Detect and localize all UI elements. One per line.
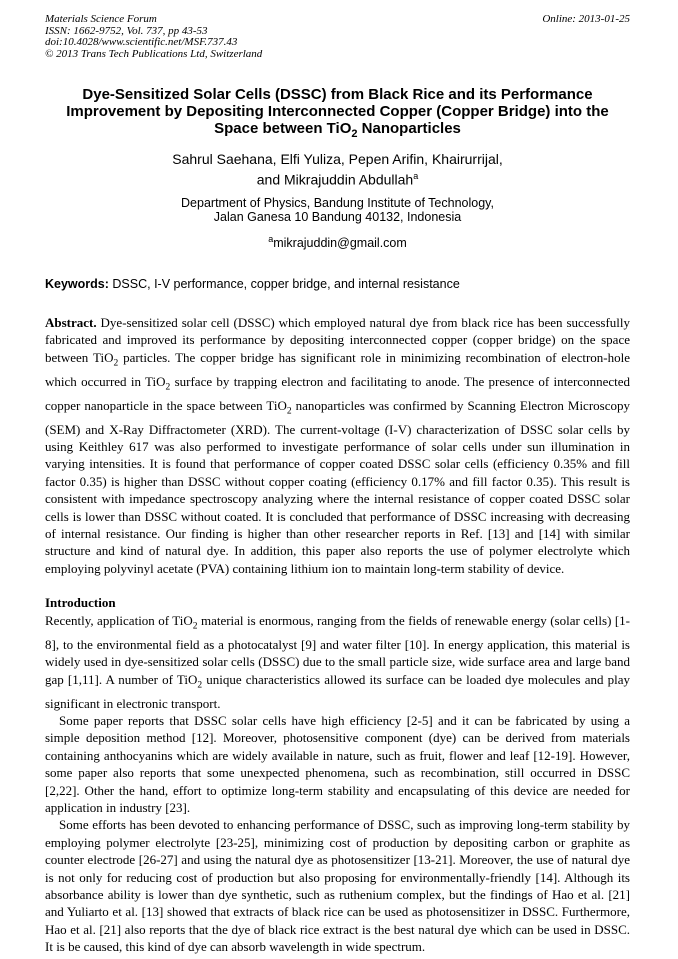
journal-name: Materials Science Forum: [45, 13, 157, 25]
online-date: Online: 2013-01-25: [542, 13, 630, 25]
intro-paragraph-2: Some paper reports that DSSC solar cells have high efficiency [2-5] and it can be fabricated by using a simple deposition method [12]. Moreover, photosensitive component (dye) can be derived from materials containing anthocyanins which are widely available in nature, such as fruit, flower and leaf [12-19]. However, some paper also reports that some unexpected phenomena, such as recombination, still occurred in DSSC [2,22]. Other the hand, effort to optimize long-term stability and encapsulating of this device are needed for application in industry [23].: [45, 712, 630, 815]
doi-line: doi:10.4028/www.scientific.net/MSF.737.43: [45, 36, 238, 48]
authors-line-1: Sahrul Saehana, Elfi Yuliza, Pepen Arifin, Khairurrijal,: [172, 151, 503, 167]
keywords-line: [45, 277, 630, 292]
affiliation-line-2: Jalan Ganesa 10 Bandung 40132, Indonesia: [213, 209, 462, 224]
paper-title: Dye-Sensitized Solar Cells (DSSC) from Black Rice and its Performance Improvement by Depositing Interconnected Copper (Copper Bridge) into the Space between TiO$_2$ Nanoparticles: [66, 86, 609, 140]
intro-paragraph-3: Some efforts has been devoted to enhancing performance of DSSC, such as improving long-term stability by employing polymer electrolyte [23-25], minimizing cost of production by depositing carbon or graphite as counter electrode [26-27] and using the natural dye as photosensitizer [13-21]. Moreover, the use of natural dye is not only for reducing cost of production but also proposing for environmentally-friendly [14]. Although its absorbance ability is lower than dye synthetic, such as ruthenium complex, but the findings of Hao et al. [21] and Yuliarto et al. [13] showed that extracts of black rice can be used as photosensitizer in DSSC. Furthermore, Hao et al. [21] also reports that the dye of black rice extract is the best natural dye which can be used in DSSC. It is be caused, this kind of dye can absorb wavelength in wide spectrum.: [45, 817, 630, 955]
author-email: $^a$mikrajuddin@gmail.com: [268, 233, 407, 250]
journal-header-row: [45, 14, 630, 26]
copyright-line: © 2013 Trans Tech Publications Ltd, Switzerland: [45, 47, 263, 60]
issn-line: ISSN: 1662-9752, Vol. 737, pp 43-53: [45, 24, 208, 37]
journal-header: [45, 14, 630, 60]
affiliation-line-1: Department of Physics, Bandung Institute of Technology,: [181, 195, 494, 210]
keywords-text: DSSC, I-V performance, copper bridge, and internal resistance: [112, 276, 460, 291]
affiliation-block: [45, 196, 630, 224]
keywords-label: Keywords:: [45, 276, 109, 291]
abstract-label: Abstract.: [45, 314, 97, 330]
intro-paragraph-1: Recently, application of TiO$_2$ material is enormous, ranging from the fields of renewable energy (solar cells) [1-8], to the environmental field as a photocatalyst [9] and water filter [10]. In energy application, this material is widely used in dye-sensitized solar cells (DSSC) due to the small particle size, wide surface area and large band gap [1,11]. A number of TiO$_2$ unique characteristics allowed its surface can be loaded dye molecules and play significant in electronic transport.: [45, 612, 630, 711]
authors-block: [45, 151, 630, 189]
abstract-paragraph: [45, 314, 630, 577]
authors-line-2: and Mikrajuddin Abdullah$^a$: [256, 171, 419, 188]
abstract-text: Dye-sensitized solar cell (DSSC) which employed natural dye from black rice has been successfully fabricated and improved its performance by depositing interconnected copper (copper bridge) on the space between TiO$_2$ particles. The copper bridge has significant role in minimizing recombination of electron-hole which occurred in TiO$_2$ surface by trapping electron and facilitating to anode. The presence of interconnected copper nanoparticle in the space between TiO$_2$ nanoparticles was confirmed by Scanning Electron Microscopy (SEM) and X-Ray Diffractometer (XRD). The current-voltage (I-V) characterization of DSSC solar cells by using Keithley 617 was also performed to investigate performance of solar cells under sun illumination in varying intensities. It is found that performance of copper coated DSSC solar cells (efficiency 0.35% and fill factor 0.35) is higher than DSSC without copper coating (efficiency 0.17% and fill factor 0.35). This result is consistent with impedance spectroscopy analyzing where the internal resistance of copper coated DSSC solar cells is lower than DSSC without coated. It is concluded that performance of DSSC increasing with decreasing of internal resistance. Our finding is higher than other researcher reports in Ref. [13] and [14] with similar structure and kind of natural dye. In addition, this paper also reports the use of polymer electrolyte which employing polyvinyl acetate (PVA) containing lithium ion to maintain long-term stability of device.: [45, 314, 630, 576]
introduction-heading: Introduction: [45, 595, 116, 611]
